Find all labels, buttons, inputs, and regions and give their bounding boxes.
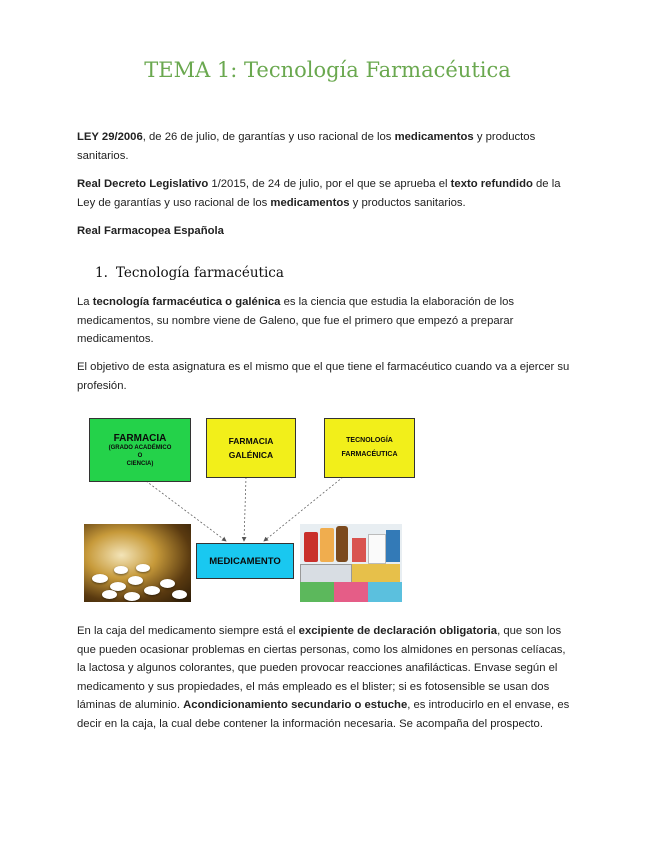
law-text: , de 26 de julio, de garantías y uso racional de los	[142, 131, 395, 143]
pills-bottle-image	[84, 524, 191, 602]
galenica-line-1: FARMACIA	[228, 436, 274, 446]
farmacia-sub-2: O	[137, 452, 143, 459]
decree-medicamentos: medicamentos	[270, 196, 350, 209]
farmacia-box	[89, 418, 191, 482]
law-medicamentos: medicamentos	[394, 131, 474, 143]
farmacia-sub-3: CIENCIA)	[126, 460, 154, 467]
medicamento-box	[196, 543, 294, 579]
page-title: TEMA 1: Tecnología Farmacéutica	[144, 58, 511, 82]
definition-text: es la ciencia que estudia la elaboración de los medicamentos, su nombre viene de Galeno, que fue el primero que empezó a preparar medicamentos.	[77, 296, 515, 345]
farmacia-galenica-box	[206, 418, 296, 478]
objective-paragraph: El objetivo de esta asignatura es el mismo que el que tiene el farmacéutico cuando va a ejercer su profesión.	[77, 361, 570, 392]
decree-texto-refundido: texto refundido	[450, 178, 533, 190]
closing-text-middle: , que son los que pueden ocasionar problemas en ciertas personas, como los almidones en personas celíacas, la lactosa y algunos colorantes, que pueden provocar reacciones anafilácticas. Envase según el medicamento y sus propiedades, el más empleado es el blister; si es fotosensible se usan dos láminas de aluminio.	[77, 625, 566, 711]
arrow-galenica	[244, 477, 246, 541]
farmacia-sub-1: (GRADO ACADÉMICO	[108, 444, 172, 451]
farmacia-label: FARMACIA	[113, 432, 167, 444]
medicamento-label: MEDICAMENTO	[209, 555, 281, 567]
section-number: 1.	[95, 265, 108, 281]
tecnologia-line-2: FARMACÉUTICA	[341, 451, 398, 458]
decree-title: Real Decreto Legislativo	[77, 178, 209, 190]
closing-paragraph	[77, 622, 577, 733]
galenica-line-2: GALÉNICA	[228, 450, 274, 460]
section-title: Tecnología farmacéutica	[115, 265, 284, 281]
decree-text-end: y productos sanitarios.	[349, 196, 466, 209]
closing-text-end: , es introducirlo en el envase, es decir en la caja, la cual debe contener la información necesaria. Se acompaña del prospecto.	[77, 699, 570, 730]
law-title: LEY 29/2006	[77, 131, 143, 143]
tecnologia-line-1: TECNOLOGÍA	[346, 437, 393, 444]
excipiente-term: excipiente de declaración obligatoria	[298, 625, 498, 637]
law-text-end: y productos sanitarios.	[77, 131, 536, 162]
acondicionamiento-term: Acondicionamiento secundario o estuche	[183, 699, 408, 711]
decree-text: 1/2015, de 24 de julio, por el que se aprueba el	[208, 178, 451, 190]
closing-text-start: En la caja del medicamento siempre está el	[77, 625, 299, 637]
decree-text-2: de la Ley de garantías y uso racional de los	[77, 178, 561, 209]
medicines-assortment-image	[300, 524, 402, 602]
definition-text-start: La	[77, 296, 93, 308]
tecnologia-farmaceutica-box	[324, 418, 415, 478]
farmacopea-title: Real Farmacopea Española	[77, 225, 224, 237]
definition-term: tecnología farmacéutica o galénica	[92, 296, 281, 308]
